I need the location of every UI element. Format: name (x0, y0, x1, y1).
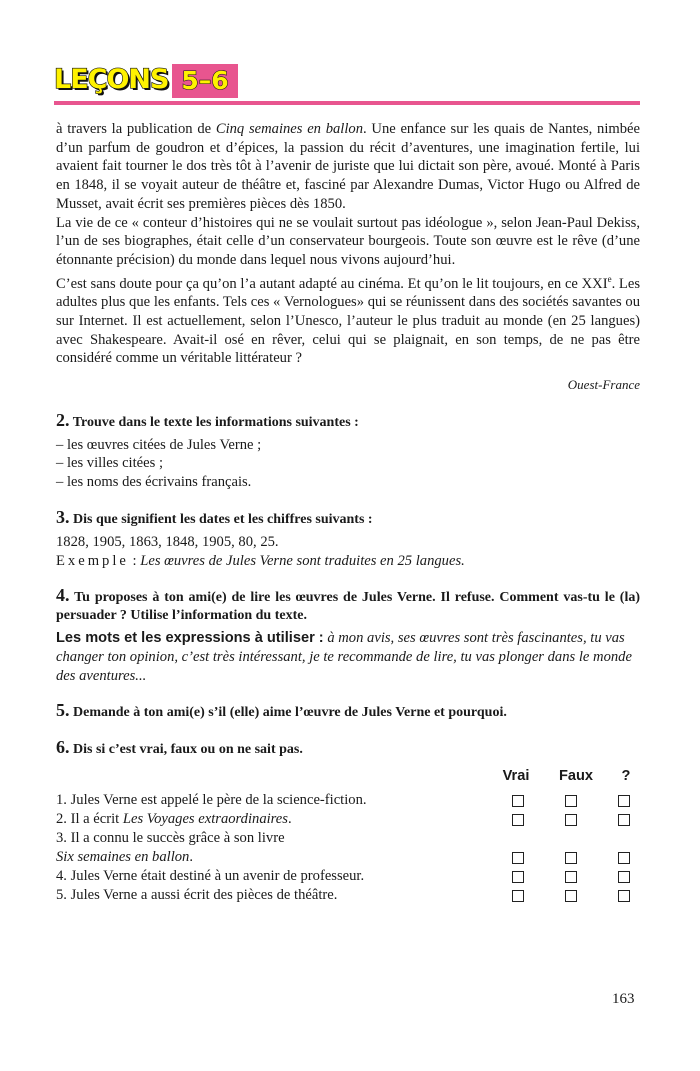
lessons-title: LEÇONS (54, 64, 169, 95)
task-3-heading (56, 508, 640, 529)
statement-part: . (287, 811, 292, 828)
example-separator: : (128, 552, 141, 569)
task-title: Tu proposes à ton ami(e) de lire les œuvres de Jules Verne. Il refuse. Comment vas-tu le (la) persuader ? Utilise l’information du texte. (56, 590, 640, 624)
statement-row-5 (56, 886, 640, 905)
task-title: Dis que signifient les dates et les chiffres suivants : (73, 511, 373, 527)
checkbox-unknown[interactable] (618, 871, 630, 883)
book-title: Cinq semaines en ballon (215, 121, 364, 137)
example-label: Exemple (56, 552, 129, 569)
source-credit: Ouest-France (567, 377, 640, 392)
task-number: 5. (56, 700, 70, 721)
answer-checkboxes (512, 852, 640, 864)
lesson-number-badge: 5–6 (172, 64, 238, 98)
checkbox-unknown[interactable] (618, 814, 630, 826)
paragraph-text: . Les adultes plus que les enfants. Tels ces « Vernologues» qui se réunissent dans des sociétés savantes ou sur Internet. Il est actuellement, selon l’Unesco, l’auteur le plus traduit au monde (en 25 langues) avec Shakespeare. Avait-il osé en rêver, celui qui se plaignait, en son temps, de ne pas être considéré comme un véritable littérateur ? (56, 275, 640, 367)
checkbox-vrai[interactable] (512, 871, 524, 883)
example-line (56, 552, 640, 571)
checkbox-vrai[interactable] (512, 852, 524, 864)
list-item: – les villes citées ; (56, 455, 163, 472)
task-number: 4. (56, 585, 70, 606)
statement-text (56, 810, 512, 829)
checkbox-faux[interactable] (565, 852, 577, 864)
paragraph-text: . Une enfance sur les quais de Nantes, nimbée d’un parfum de goudron et d’épices, la passion du récit d’aventures, une imagination fertile, lui avaient fait tourner le dos très tôt à l’avenir de juriste que lui dictait son père, avoué. Monté à Paris en 1848, il se voyait auteur de théâtre et, fasciné par Alexandre Dumas, Victor Hugo ou Alfred de Musset, avait écrit ses premières pièces dès 1850. (56, 121, 640, 212)
paragraph-text: à travers la publication de (56, 121, 216, 137)
checkbox-vrai[interactable] (512, 890, 524, 902)
task-number: 6. (56, 737, 70, 758)
statement-part: 2. Il a écrit (56, 811, 123, 828)
statement-part: . (189, 849, 194, 866)
answer-checkboxes (512, 814, 640, 826)
true-false-table (56, 767, 640, 905)
checkbox-faux[interactable] (565, 890, 577, 902)
statement-row-4 (56, 867, 640, 886)
list-item: – les œuvres citées de Jules Verne ; (56, 436, 262, 453)
vocabulary-label: Les mots et les expressions à utiliser : (56, 630, 324, 647)
task-title: Demande à ton ami(e) s’il (elle) aime l’œuvre de Jules Verne et pourquoi. (73, 705, 507, 721)
vocabulary-list: à mon avis, ses œuvres sont très fascinantes, tu vas changer ton opinion, c’est très intéressant, je te recommande de lire, tu vas plonger dans le monde des aventures... (56, 630, 632, 684)
statement-text (56, 848, 512, 867)
text-paragraph-2: La vie de ce « conteur d’histoires qui ne se voulait surtout pas idéologue », selon Jean-Paul Dekiss, l’un de ses biographes, était celle d’un conservateur bourgeois. Toute son œuvre est le rêve (d’une étonnante précision) du monde dans lequel nous vivons aujourd’hui. (56, 214, 640, 268)
task-5-heading (56, 701, 640, 722)
statement-row-3b (56, 848, 640, 867)
page-number: 163 (612, 991, 635, 1007)
statement-row-3a (56, 829, 640, 848)
checkbox-faux[interactable] (565, 795, 577, 807)
statement-text: 5. Jules Verne a aussi écrit des pièces de théâtre. (56, 887, 338, 904)
header-rule (54, 101, 640, 105)
statement-text: 3. Il a connu le succès grâce à son livre (56, 830, 285, 847)
column-unknown: ? (621, 768, 631, 785)
checkbox-faux[interactable] (565, 814, 577, 826)
task-number: 3. (56, 506, 70, 527)
checkbox-unknown[interactable] (618, 890, 630, 902)
book-title: Six semaines en ballon (56, 849, 190, 866)
statement-row-1 (56, 791, 640, 810)
column-faux: Faux (558, 768, 594, 785)
example-text: Les œuvres de Jules Verne sont traduites en 25 langues. (140, 552, 465, 569)
answer-checkboxes (512, 890, 640, 902)
page-content (56, 120, 640, 905)
task-title: Dis si c’est vrai, faux ou on ne sait pas. (73, 742, 303, 758)
task-number: 2. (56, 409, 70, 430)
answer-checkboxes (512, 871, 640, 883)
list-item: – les noms des écrivains français. (56, 474, 252, 491)
checkbox-vrai[interactable] (512, 795, 524, 807)
paragraph-text: C’est sans doute pour ça qu’on l’a autant adapté au cinéma. Et qu’on le lit toujours, en ce XXI (56, 275, 608, 292)
task-6-heading (56, 738, 640, 759)
column-headers (496, 767, 636, 786)
column-vrai: Vrai (502, 768, 530, 785)
book-title: Les Voyages extraordinaires (122, 811, 288, 828)
statement-text: 1. Jules Verne est appelé le père de la science-fiction. (56, 792, 367, 809)
statement-text: 4. Jules Verne était destiné à un avenir de professeur. (56, 868, 365, 885)
checkbox-faux[interactable] (565, 871, 577, 883)
checkbox-unknown[interactable] (618, 795, 630, 807)
page-header (54, 60, 640, 106)
text-paragraph-1 (56, 120, 640, 214)
superscript: e (607, 273, 612, 284)
task-2-heading (56, 411, 640, 432)
task-4-heading (56, 586, 640, 625)
statement-row-2 (56, 810, 640, 829)
task-title: Trouve dans le texte les informations suivantes : (72, 414, 359, 430)
table-header (56, 767, 640, 791)
vocabulary-hint (56, 629, 640, 685)
text-paragraph-3 (56, 270, 640, 368)
checkbox-unknown[interactable] (618, 852, 630, 864)
dates-list: 1828, 1905, 1863, 1848, 1905, 80, 25. (56, 533, 279, 550)
checkbox-vrai[interactable] (512, 814, 524, 826)
answer-checkboxes (512, 795, 640, 807)
